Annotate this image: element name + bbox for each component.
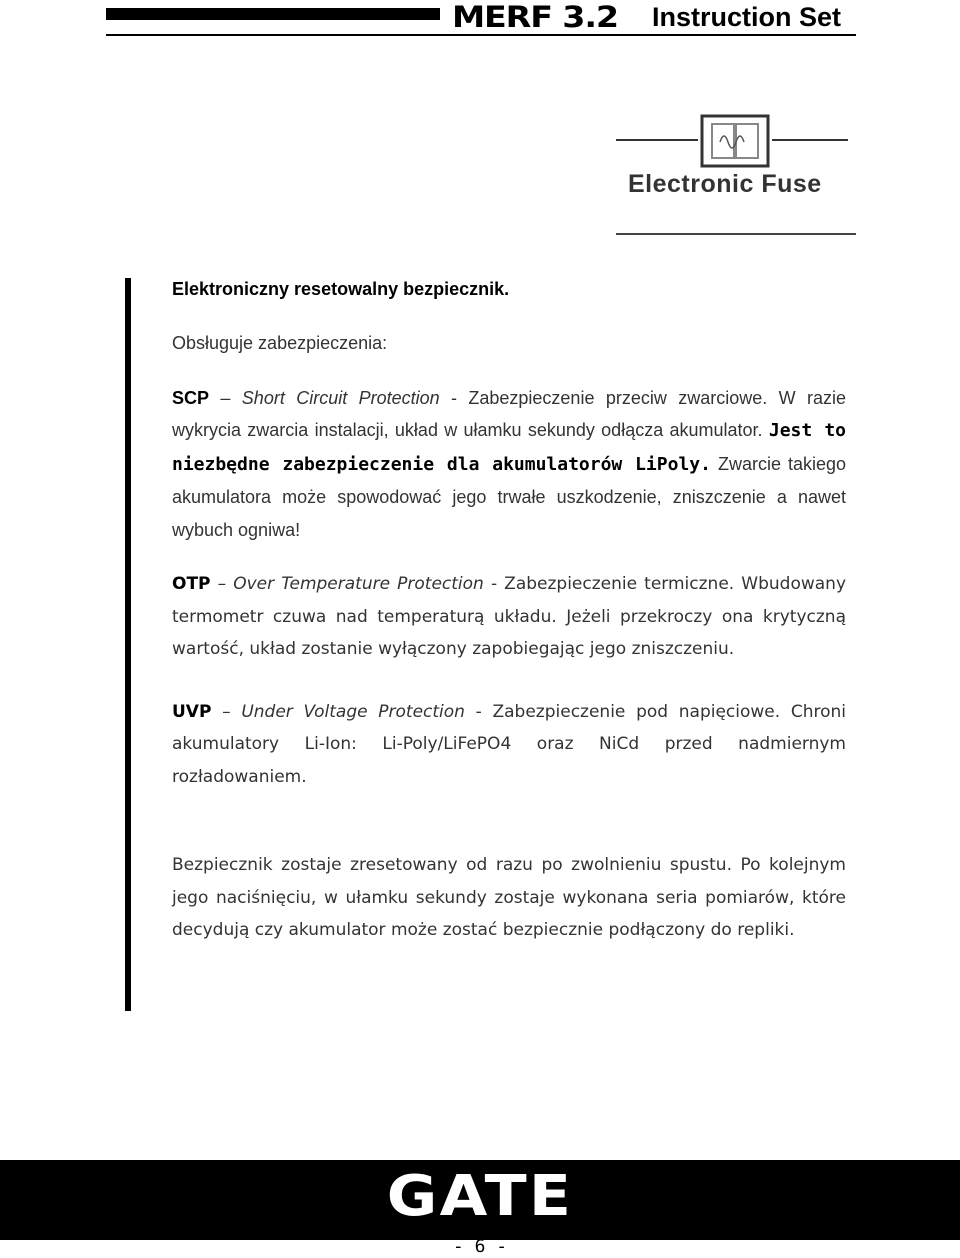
- otp-abbr: OTP: [172, 574, 211, 594]
- otp-dash: –: [210, 574, 234, 594]
- lead-text: Elektroniczny resetowalny bezpiecznik.: [172, 279, 510, 299]
- side-accent-bar: [125, 278, 131, 1011]
- logo-rule: [616, 233, 856, 235]
- supports-text: Obsługuje zabezpieczenia:: [172, 333, 388, 353]
- otp-name: Over Temperature Protection: [233, 574, 484, 594]
- otp-paragraph: [172, 568, 846, 666]
- page-header-title: Instruction Set: [652, 2, 842, 32]
- uvp-dash: –: [211, 701, 242, 722]
- scp-dash: –: [209, 387, 242, 408]
- electronic-fuse-label: Electronic Fuse: [628, 170, 822, 198]
- content: [172, 272, 846, 947]
- scp-abbr: SCP: [172, 387, 210, 408]
- header-bar: [106, 8, 440, 20]
- uvp-paragraph: [172, 696, 846, 794]
- uvp-name: Under Voltage Protection: [241, 701, 465, 722]
- uvp-abbr: UVP: [172, 701, 212, 722]
- scp-text2: Zwarcie takiego akumulatora może spowodować jego trwałe uszkodzenie, zniszczenie a nawet wybuch ogniwa!: [172, 453, 846, 540]
- page-number: - 6 -: [452, 1236, 508, 1257]
- brand-logo: MERF 3.2: [452, 0, 618, 34]
- scp-paragraph: [172, 382, 846, 547]
- uvp-text: - Zabezpieczenie pod napięciowe. Chroni akumulatory Li-Ion: Li-Poly/LiFePO4 oraz NiCd przed nadmiernym rozładowaniem.: [172, 701, 847, 787]
- gate-logo: GATE: [386, 1164, 574, 1229]
- scp-name: Short Circuit Protection: [241, 387, 440, 408]
- reset-paragraph: Bezpiecznik zostaje zresetowany od razu po zwolnieniu spustu. Po kolejnym jego naciśnięciu, w ułamku sekundy zostaje wykonana seria pomiarów, które decydują czy akumulator może zostać bezpiecznie podłączony do repliki.: [172, 855, 846, 940]
- scp-bold: Jest to niezbędne zabezpieczenie dla akumulatorów LiPoly.: [172, 420, 847, 475]
- otp-text: - Zabezpieczenie termiczne. Wbudowany termometr czuwa nad temperaturą układu. Jeżeli przekroczy ona krytyczną wartość, układ zostanie wyłączony zapobiegając jego zniszczeniu.: [172, 574, 846, 659]
- header-rule: [106, 34, 856, 36]
- scp-text1: - Zabezpieczenie przeciw zwarciowe. W razie wykrycia zwarcia instalacji, układ w ułamku sekundy odłącza akumulator.: [172, 387, 847, 440]
